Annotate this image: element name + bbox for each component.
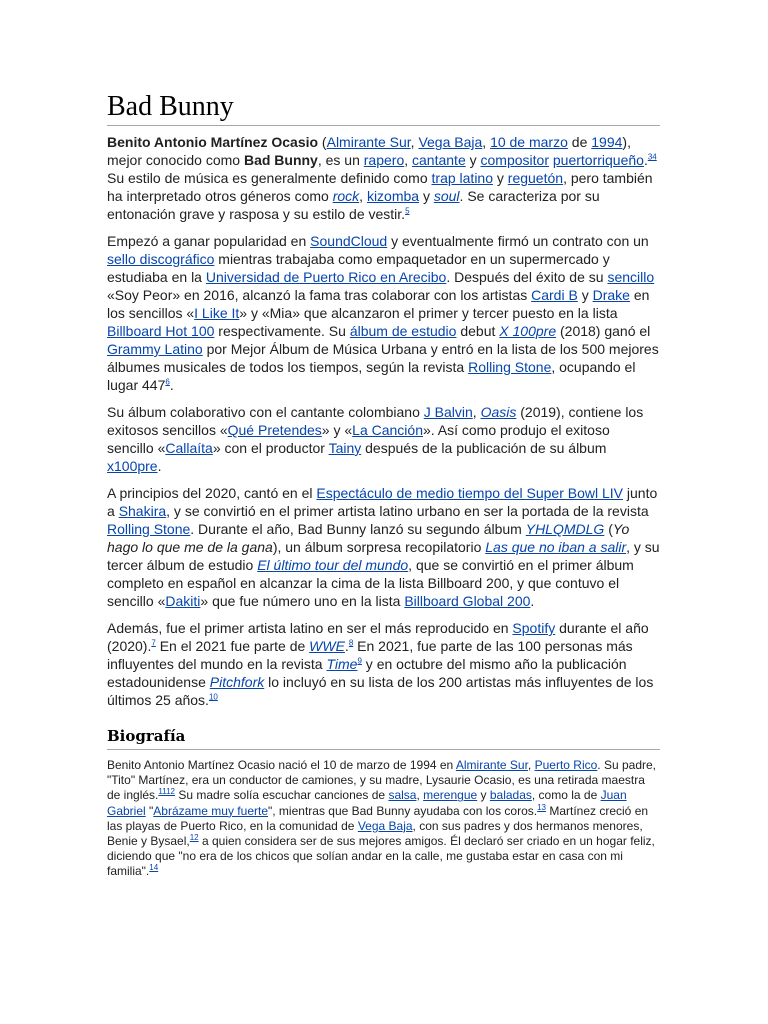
citation-link[interactable]: 5 bbox=[405, 206, 410, 216]
text-run: . Después del éxito de su bbox=[446, 269, 608, 285]
wiki-link[interactable]: Universidad de Puerto Rico en Arecibo bbox=[205, 269, 447, 285]
text-run: a quien considera ser de sus mejores amigos. Él declaró ser criado en un hogar feliz, diciendo que "no era de los chicos que solían andar en la calle, me gustaba estar en casa con mi familia". bbox=[107, 834, 655, 879]
citation-link[interactable]: 14 bbox=[149, 863, 159, 873]
text-run: » que fue número uno en la lista bbox=[200, 593, 405, 609]
wiki-link[interactable]: 10 de marzo bbox=[490, 134, 568, 150]
text-run: por Mejor Álbum de Música Urbana y entró en la lista de los 500 mejores álbumes musicales de todos los tiempos, según la revista bbox=[107, 341, 659, 375]
text-run: , bbox=[359, 188, 367, 204]
text-run: , pero también ha interpretado otros géneros como bbox=[107, 170, 653, 204]
wiki-link[interactable]: X 100pre bbox=[499, 323, 557, 339]
text-run: ». Así como produjo el exitoso sencillo « bbox=[107, 422, 610, 456]
wiki-link[interactable]: rapero bbox=[363, 152, 405, 168]
wiki-link[interactable]: trap latino bbox=[431, 170, 493, 186]
citation-link[interactable]: 12 bbox=[189, 833, 199, 843]
wiki-link[interactable]: YHLQMDLG bbox=[525, 521, 605, 537]
text-run: » y « bbox=[321, 422, 353, 438]
text-run: y en octubre del mismo año la publicación estadounidense bbox=[107, 656, 627, 690]
section-heading-biografia: Biografía bbox=[107, 726, 660, 750]
text-run: de bbox=[567, 134, 592, 150]
text-run: Empezó a ganar popularidad en bbox=[107, 233, 311, 249]
text-run: . bbox=[169, 377, 174, 393]
text-run: » y «Mia» que alcanzaron el primer y tercer puesto en la lista bbox=[239, 305, 618, 321]
wiki-link[interactable]: compositor bbox=[480, 152, 549, 168]
page-title: Bad Bunny bbox=[107, 90, 660, 126]
text-run: Martínez creció en las playas de Puerto Rico, en la comunidad de bbox=[107, 803, 649, 833]
article-paragraph bbox=[107, 133, 660, 223]
italic-text: Yo hago lo que me de la gana bbox=[107, 521, 630, 555]
text-run: (2018) ganó el bbox=[556, 323, 651, 339]
text-run: En el 2021 fue parte de bbox=[155, 638, 310, 654]
wiki-link[interactable]: x100pre bbox=[107, 458, 158, 474]
citation-link[interactable]: 34 bbox=[647, 152, 657, 162]
citation bbox=[158, 787, 175, 796]
article-paragraph bbox=[107, 403, 660, 475]
wiki-link[interactable]: Oasis bbox=[480, 404, 517, 420]
wiki-link[interactable]: Cardi B bbox=[531, 287, 578, 303]
wiki-link[interactable]: Shakira bbox=[118, 503, 167, 519]
bold-text: Bad Bunny bbox=[243, 152, 318, 168]
wiki-link[interactable]: 1994 bbox=[591, 134, 623, 150]
text-run: , ocupando el lugar 447 bbox=[107, 359, 636, 393]
wiki-link[interactable]: sello discográfico bbox=[107, 251, 215, 267]
text-run: durante el año (2020). bbox=[107, 620, 649, 654]
text-run: » con el productor bbox=[212, 440, 329, 456]
citation bbox=[190, 833, 199, 842]
text-run: ), un álbum sorpresa recopilatorio bbox=[272, 539, 486, 555]
text-run: . bbox=[530, 593, 535, 609]
citation bbox=[648, 152, 657, 161]
text-run: Su madre solía escuchar canciones de bbox=[174, 788, 389, 803]
text-run: , y se convirtió en el primer artista latino urbano en ser la portada de la revista bbox=[166, 503, 649, 519]
text-run: , bbox=[527, 758, 535, 772]
citation-link[interactable]: 1112 bbox=[158, 787, 175, 797]
text-run: y bbox=[419, 188, 434, 204]
text-run: A principios del 2020, cantó en el bbox=[107, 485, 317, 501]
wiki-link[interactable]: Spotify bbox=[512, 620, 556, 636]
article-content bbox=[107, 90, 660, 880]
article-paragraph bbox=[107, 232, 660, 394]
text-run: (2019), contiene los exitosos sencillos « bbox=[107, 404, 644, 438]
wiki-link[interactable]: Callaíta bbox=[165, 440, 213, 456]
text-run: , con sus padres y dos hermanos menores, Benie y Bysael, bbox=[107, 818, 643, 849]
citation-link[interactable]: 8 bbox=[348, 638, 354, 648]
article-paragraph bbox=[107, 484, 660, 610]
wiki-link[interactable]: baladas bbox=[489, 788, 532, 803]
text-run: Su álbum colaborativo con el cantante colombiano bbox=[107, 404, 424, 420]
wiki-link[interactable]: reguetón bbox=[507, 170, 564, 186]
wiki-link[interactable]: Vega Baja bbox=[357, 818, 413, 833]
wiki-link[interactable]: El último tour del mundo bbox=[257, 557, 409, 573]
text-run: lo incluyó en su lista de los 200 artistas más influyentes de los últimos 25 años. bbox=[107, 674, 654, 708]
wiki-link[interactable]: Las que no iban a salir bbox=[485, 539, 627, 555]
lead-section bbox=[107, 133, 660, 709]
text-run: debut bbox=[456, 323, 500, 339]
text-run: mientras trabajaba como empaquetador en un supermercado y estudiaba en la bbox=[107, 251, 610, 285]
wiki-link[interactable]: Billboard Hot 100 bbox=[107, 323, 215, 339]
citation bbox=[405, 206, 409, 215]
wiki-link[interactable]: Rolling Stone bbox=[107, 521, 191, 537]
wiki-link[interactable]: Qué Pretendes bbox=[227, 422, 322, 438]
text-run: . bbox=[157, 458, 162, 474]
citation-link[interactable]: 10 bbox=[208, 692, 218, 702]
wiki-link[interactable]: merengue bbox=[423, 788, 478, 803]
wiki-link[interactable]: Juan Gabriel bbox=[107, 788, 627, 818]
citation-link[interactable]: 6 bbox=[165, 377, 170, 387]
wiki-link[interactable]: sencillo bbox=[607, 269, 655, 285]
text-run: y eventualmente firmó un contrato con un bbox=[387, 233, 649, 249]
text-run: En 2021, fue parte de las 100 personas más influyentes del mundo en la revista bbox=[107, 638, 633, 672]
bold-text: Benito Antonio Martínez Ocasio bbox=[107, 134, 319, 150]
wiki-link[interactable]: Vega Baja bbox=[418, 134, 483, 150]
wiki-link[interactable]: Grammy Latino bbox=[107, 341, 203, 357]
wiki-link[interactable]: Time bbox=[326, 656, 358, 672]
citation-link[interactable]: 13 bbox=[537, 802, 546, 812]
wiki-link[interactable]: Almirante Sur bbox=[455, 758, 528, 772]
text-run: y bbox=[465, 152, 481, 168]
wiki-link[interactable]: Tainy bbox=[328, 440, 362, 456]
wiki-link[interactable]: soul bbox=[433, 188, 460, 204]
text-run: ( bbox=[604, 521, 613, 537]
article-paragraph bbox=[107, 619, 660, 709]
wiki-link[interactable]: WWE bbox=[309, 638, 345, 654]
wiki-link[interactable]: I Like It bbox=[194, 305, 240, 321]
text-run: y bbox=[477, 788, 490, 803]
text-run: . Su padre, "Tito" Martínez, era un conductor de camiones, y su madre, Lysaurie Ocasio, es una retirada maestra de inglés. bbox=[107, 758, 657, 803]
text-run: respectivamente. Su bbox=[214, 323, 350, 339]
text-run: , bbox=[482, 134, 491, 150]
text-run: Además, fue el primer artista latino en ser el más reproducido en bbox=[107, 620, 513, 636]
wiki-link[interactable]: Puerto Rico bbox=[534, 758, 598, 772]
text-run: ( bbox=[318, 134, 327, 150]
biography-section bbox=[107, 758, 660, 880]
wiki-link[interactable]: Espectáculo de medio tiempo del Super Bowl LIV bbox=[316, 485, 623, 501]
wiki-link[interactable]: cantante bbox=[412, 152, 466, 168]
text-run: y bbox=[577, 287, 593, 303]
citation-link[interactable]: 7 bbox=[151, 638, 156, 648]
wiki-link[interactable]: J Balvin bbox=[423, 404, 473, 420]
citation bbox=[209, 692, 218, 701]
text-run: «Soy Peor» en 2016, alcanzó la fama tras colaborar con los artistas bbox=[107, 287, 532, 303]
text-run: , que se convirtió en el primer álbum completo en español en alcanzar la cima de la lista Billboard 200, y que contuvo el sencillo « bbox=[107, 557, 634, 609]
citation bbox=[149, 863, 158, 872]
text-run: , bbox=[410, 134, 419, 150]
wiki-link[interactable]: Drake bbox=[592, 287, 630, 303]
text-run: , bbox=[416, 788, 424, 803]
wiki-link[interactable]: álbum de estudio bbox=[349, 323, 457, 339]
text-run: . bbox=[344, 638, 349, 654]
text-run: , bbox=[472, 404, 481, 420]
text-run: , es un bbox=[317, 152, 364, 168]
text-run: junto a bbox=[107, 485, 658, 519]
wiki-link[interactable]: SoundCloud bbox=[310, 233, 388, 249]
text-run: Benito Antonio Martínez Ocasio nació el 10 de marzo de 1994 en bbox=[107, 758, 456, 772]
wiki-link[interactable]: Billboard Global 200 bbox=[404, 593, 531, 609]
wiki-link[interactable]: Dakiti bbox=[165, 593, 201, 609]
citation-link[interactable]: 9 bbox=[357, 656, 362, 666]
text-run: ), mejor conocido como bbox=[107, 134, 631, 168]
wiki-link[interactable]: La Canción bbox=[352, 422, 423, 438]
text-run: ", mientras que Bad Bunny ayudaba con los coros. bbox=[268, 803, 538, 818]
text-run: . Se caracteriza por su entonación grave y rasposa y su estilo de vestir. bbox=[107, 188, 600, 222]
text-run: , y su tercer álbum de estudio bbox=[107, 539, 660, 573]
text-run: , bbox=[404, 152, 413, 168]
text-run: Su estilo de música es generalmente definido como bbox=[107, 170, 432, 186]
wiki-link[interactable]: puertorriqueño bbox=[552, 152, 644, 168]
wiki-link[interactable]: Abrázame muy fuerte bbox=[153, 803, 268, 818]
text-run: , como la de bbox=[531, 788, 601, 803]
article-paragraph bbox=[107, 758, 660, 880]
text-run: " bbox=[145, 803, 154, 818]
wiki-link[interactable]: salsa bbox=[388, 788, 417, 803]
wiki-link[interactable]: Almirante Sur bbox=[326, 134, 411, 150]
text-run: después de la publicación de su álbum bbox=[361, 440, 607, 456]
wiki-link[interactable]: Pitchfork bbox=[209, 674, 265, 690]
text-run: en los sencillos « bbox=[107, 287, 650, 321]
citation bbox=[537, 803, 546, 812]
text-run: . Durante el año, Bad Bunny lanzó su segundo álbum bbox=[190, 521, 526, 537]
wiki-link[interactable]: kizomba bbox=[366, 188, 420, 204]
text-run: y bbox=[493, 170, 508, 186]
text-run: . bbox=[643, 152, 648, 168]
wiki-link[interactable]: Rolling Stone bbox=[468, 359, 552, 375]
wiki-link[interactable]: rock bbox=[332, 188, 360, 204]
